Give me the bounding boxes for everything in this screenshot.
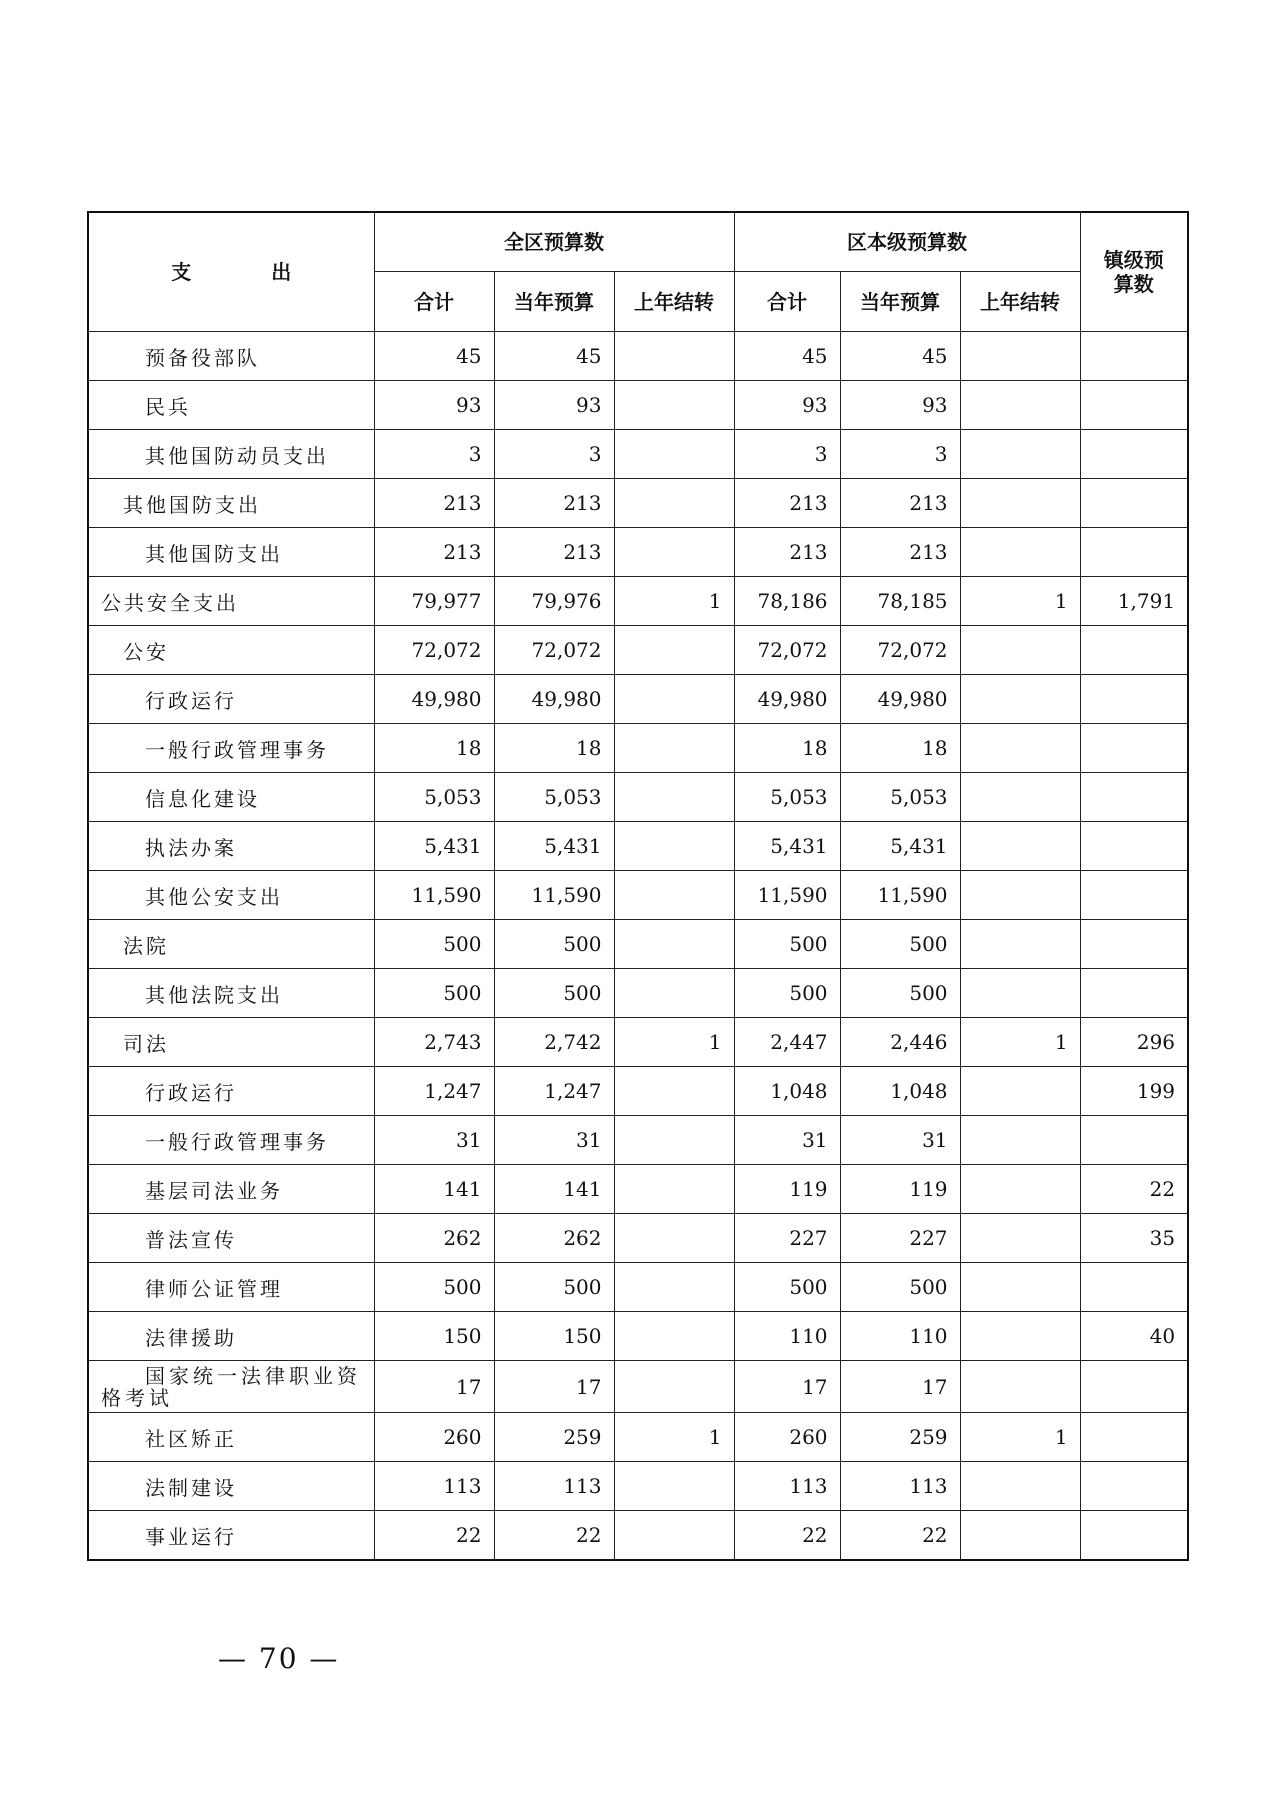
cell-value: 93 xyxy=(494,381,614,430)
row-label: 公共安全支出 xyxy=(88,577,374,626)
cell-value: 18 xyxy=(374,724,494,773)
cell-value: 5,431 xyxy=(840,822,960,871)
cell-value xyxy=(960,1116,1080,1165)
table-row xyxy=(88,1462,1188,1511)
cell-value: 1,048 xyxy=(734,1067,840,1116)
cell-value xyxy=(960,675,1080,724)
table-row xyxy=(88,1067,1188,1116)
cell-value xyxy=(614,479,734,528)
cell-value xyxy=(614,381,734,430)
table-row xyxy=(88,969,1188,1018)
cell-value xyxy=(614,724,734,773)
cell-value: 141 xyxy=(374,1165,494,1214)
cell-value xyxy=(614,332,734,381)
cell-value: 11,590 xyxy=(494,871,614,920)
cell-value: 17 xyxy=(734,1361,840,1413)
table-row xyxy=(88,1413,1188,1462)
cell-value: 22 xyxy=(734,1511,840,1561)
cell-value xyxy=(960,773,1080,822)
table-row xyxy=(88,1361,1188,1413)
cell-value: 199 xyxy=(1080,1067,1188,1116)
cell-value: 259 xyxy=(840,1413,960,1462)
cell-value: 1 xyxy=(960,577,1080,626)
cell-value: 78,186 xyxy=(734,577,840,626)
cell-value: 79,977 xyxy=(374,577,494,626)
row-label: 信息化建设 xyxy=(88,773,374,822)
table-row xyxy=(88,528,1188,577)
cell-value: 5,431 xyxy=(734,822,840,871)
cell-value xyxy=(960,969,1080,1018)
row-label: 国家统一法律职业资格考试 xyxy=(88,1361,374,1413)
budget-table xyxy=(87,211,1189,1561)
row-label: 一般行政管理事务 xyxy=(88,1116,374,1165)
cell-value: 1 xyxy=(960,1413,1080,1462)
cell-value xyxy=(960,724,1080,773)
cell-value: 2,743 xyxy=(374,1018,494,1067)
row-label: 预备役部队 xyxy=(88,332,374,381)
cell-value: 49,980 xyxy=(494,675,614,724)
cell-value: 45 xyxy=(374,332,494,381)
cell-value: 2,742 xyxy=(494,1018,614,1067)
table-row xyxy=(88,1214,1188,1263)
cell-value: 3 xyxy=(494,430,614,479)
cell-value: 262 xyxy=(374,1214,494,1263)
cell-value xyxy=(614,1462,734,1511)
table-row xyxy=(88,1116,1188,1165)
header-district-budget: 全区预算数 xyxy=(374,212,734,272)
cell-value: 45 xyxy=(840,332,960,381)
cell-value xyxy=(614,626,734,675)
header-total: 合计 xyxy=(374,272,494,332)
cell-value xyxy=(1080,773,1188,822)
cell-value xyxy=(960,1361,1080,1413)
cell-value xyxy=(960,1312,1080,1361)
cell-value: 119 xyxy=(840,1165,960,1214)
cell-value: 213 xyxy=(840,479,960,528)
cell-value: 17 xyxy=(494,1361,614,1413)
cell-value xyxy=(614,871,734,920)
cell-value: 5,053 xyxy=(734,773,840,822)
cell-value: 2,447 xyxy=(734,1018,840,1067)
cell-value xyxy=(614,1511,734,1561)
table-row xyxy=(88,479,1188,528)
cell-value: 262 xyxy=(494,1214,614,1263)
cell-value xyxy=(614,675,734,724)
cell-value: 18 xyxy=(734,724,840,773)
cell-value xyxy=(1080,626,1188,675)
cell-value: 78,185 xyxy=(840,577,960,626)
cell-value: 500 xyxy=(840,920,960,969)
cell-value: 500 xyxy=(494,1263,614,1312)
cell-value: 22 xyxy=(494,1511,614,1561)
cell-value xyxy=(614,430,734,479)
cell-value xyxy=(1080,1263,1188,1312)
cell-value: 213 xyxy=(734,479,840,528)
page-number: — 70 — xyxy=(218,1642,340,1675)
cell-value: 213 xyxy=(494,479,614,528)
row-label: 其他国防支出 xyxy=(88,479,374,528)
cell-value xyxy=(614,1116,734,1165)
cell-value: 72,072 xyxy=(734,626,840,675)
cell-value xyxy=(1080,430,1188,479)
cell-value: 17 xyxy=(840,1361,960,1413)
cell-value: 113 xyxy=(840,1462,960,1511)
cell-value: 113 xyxy=(734,1462,840,1511)
cell-value: 45 xyxy=(494,332,614,381)
cell-value xyxy=(1080,724,1188,773)
header-district-level-budget: 区本级预算数 xyxy=(734,212,1080,272)
cell-value: 1 xyxy=(614,1413,734,1462)
cell-value xyxy=(1080,479,1188,528)
cell-value xyxy=(614,1214,734,1263)
cell-value: 49,980 xyxy=(374,675,494,724)
cell-value xyxy=(960,479,1080,528)
cell-value: 31 xyxy=(734,1116,840,1165)
cell-value: 3 xyxy=(734,430,840,479)
cell-value: 40 xyxy=(1080,1312,1188,1361)
cell-value: 150 xyxy=(494,1312,614,1361)
cell-value: 500 xyxy=(734,920,840,969)
table-row xyxy=(88,1165,1188,1214)
cell-value: 17 xyxy=(374,1361,494,1413)
header-item: 支 出 xyxy=(88,212,374,332)
cell-value: 119 xyxy=(734,1165,840,1214)
cell-value: 72,072 xyxy=(374,626,494,675)
row-label: 执法办案 xyxy=(88,822,374,871)
table-row xyxy=(88,675,1188,724)
table-row xyxy=(88,822,1188,871)
cell-value xyxy=(1080,920,1188,969)
cell-value xyxy=(1080,1413,1188,1462)
cell-value xyxy=(960,871,1080,920)
cell-value: 22 xyxy=(1080,1165,1188,1214)
cell-value xyxy=(614,1067,734,1116)
cell-value: 213 xyxy=(374,528,494,577)
cell-value: 500 xyxy=(734,969,840,1018)
cell-value xyxy=(1080,1462,1188,1511)
cell-value: 5,053 xyxy=(374,773,494,822)
table-row xyxy=(88,430,1188,479)
row-label: 其他国防动员支出 xyxy=(88,430,374,479)
row-label: 社区矫正 xyxy=(88,1413,374,1462)
header-carryover: 上年结转 xyxy=(614,272,734,332)
row-label: 民兵 xyxy=(88,381,374,430)
cell-value: 11,590 xyxy=(840,871,960,920)
cell-value: 3 xyxy=(374,430,494,479)
cell-value: 500 xyxy=(734,1263,840,1312)
cell-value xyxy=(960,920,1080,969)
table-row xyxy=(88,1263,1188,1312)
row-label: 基层司法业务 xyxy=(88,1165,374,1214)
cell-value: 500 xyxy=(374,920,494,969)
cell-value: 93 xyxy=(734,381,840,430)
cell-value: 5,431 xyxy=(494,822,614,871)
cell-value xyxy=(614,1312,734,1361)
cell-value: 213 xyxy=(734,528,840,577)
cell-value: 1,247 xyxy=(494,1067,614,1116)
cell-value: 11,590 xyxy=(734,871,840,920)
table-row xyxy=(88,1511,1188,1561)
cell-value xyxy=(960,1214,1080,1263)
row-label: 一般行政管理事务 xyxy=(88,724,374,773)
row-label: 其他公安支出 xyxy=(88,871,374,920)
cell-value: 35 xyxy=(1080,1214,1188,1263)
cell-value xyxy=(960,1067,1080,1116)
row-label: 行政运行 xyxy=(88,1067,374,1116)
cell-value: 259 xyxy=(494,1413,614,1462)
cell-value xyxy=(960,430,1080,479)
cell-value: 79,976 xyxy=(494,577,614,626)
cell-value: 93 xyxy=(840,381,960,430)
cell-value: 500 xyxy=(494,969,614,1018)
header-current-year: 当年预算 xyxy=(494,272,614,332)
table-row xyxy=(88,920,1188,969)
table-row xyxy=(88,332,1188,381)
cell-value: 31 xyxy=(494,1116,614,1165)
cell-value: 3 xyxy=(840,430,960,479)
table-row xyxy=(88,1018,1188,1067)
cell-value xyxy=(614,1361,734,1413)
row-label: 公安 xyxy=(88,626,374,675)
cell-value: 49,980 xyxy=(734,675,840,724)
cell-value xyxy=(960,332,1080,381)
cell-value: 227 xyxy=(734,1214,840,1263)
cell-value: 141 xyxy=(494,1165,614,1214)
cell-value xyxy=(614,528,734,577)
cell-value xyxy=(614,920,734,969)
cell-value xyxy=(1080,822,1188,871)
cell-value xyxy=(1080,871,1188,920)
row-label: 其他法院支出 xyxy=(88,969,374,1018)
cell-value: 1 xyxy=(614,1018,734,1067)
cell-value xyxy=(960,1511,1080,1561)
cell-value xyxy=(960,822,1080,871)
table-row xyxy=(88,626,1188,675)
cell-value: 500 xyxy=(840,969,960,1018)
cell-value: 5,053 xyxy=(494,773,614,822)
cell-value: 18 xyxy=(494,724,614,773)
cell-value: 93 xyxy=(374,381,494,430)
cell-value xyxy=(1080,1116,1188,1165)
header-total: 合计 xyxy=(734,272,840,332)
cell-value: 31 xyxy=(840,1116,960,1165)
table-row xyxy=(88,724,1188,773)
row-label: 法院 xyxy=(88,920,374,969)
header-current-year: 当年预算 xyxy=(840,272,960,332)
row-label: 法制建设 xyxy=(88,1462,374,1511)
row-label: 普法宣传 xyxy=(88,1214,374,1263)
cell-value: 22 xyxy=(840,1511,960,1561)
header-carryover: 上年结转 xyxy=(960,272,1080,332)
cell-value: 5,053 xyxy=(840,773,960,822)
table-body xyxy=(88,332,1188,1561)
cell-value: 260 xyxy=(374,1413,494,1462)
row-label: 司法 xyxy=(88,1018,374,1067)
cell-value xyxy=(614,773,734,822)
cell-value: 113 xyxy=(374,1462,494,1511)
table-row xyxy=(88,773,1188,822)
cell-value xyxy=(960,1462,1080,1511)
cell-value xyxy=(1080,381,1188,430)
cell-value xyxy=(614,1165,734,1214)
cell-value: 113 xyxy=(494,1462,614,1511)
cell-value: 22 xyxy=(374,1511,494,1561)
table-row xyxy=(88,381,1188,430)
cell-value xyxy=(1080,528,1188,577)
cell-value: 296 xyxy=(1080,1018,1188,1067)
cell-value: 213 xyxy=(374,479,494,528)
cell-value: 500 xyxy=(374,1263,494,1312)
cell-value xyxy=(1080,675,1188,724)
cell-value xyxy=(614,969,734,1018)
header-town-budget: 镇级预 算数 xyxy=(1080,212,1188,332)
cell-value: 31 xyxy=(374,1116,494,1165)
cell-value: 1,247 xyxy=(374,1067,494,1116)
cell-value xyxy=(614,822,734,871)
cell-value: 110 xyxy=(840,1312,960,1361)
cell-value: 49,980 xyxy=(840,675,960,724)
row-label: 法律援助 xyxy=(88,1312,374,1361)
cell-value: 1 xyxy=(614,577,734,626)
cell-value xyxy=(614,1263,734,1312)
cell-value: 72,072 xyxy=(494,626,614,675)
cell-value: 72,072 xyxy=(840,626,960,675)
cell-value xyxy=(1080,1511,1188,1561)
table-row xyxy=(88,577,1188,626)
cell-value: 227 xyxy=(840,1214,960,1263)
row-label: 其他国防支出 xyxy=(88,528,374,577)
cell-value: 213 xyxy=(494,528,614,577)
cell-value: 1,048 xyxy=(840,1067,960,1116)
cell-value: 500 xyxy=(840,1263,960,1312)
cell-value: 260 xyxy=(734,1413,840,1462)
cell-value: 1,791 xyxy=(1080,577,1188,626)
table-row xyxy=(88,1312,1188,1361)
cell-value xyxy=(1080,1361,1188,1413)
cell-value xyxy=(960,528,1080,577)
cell-value: 11,590 xyxy=(374,871,494,920)
row-label: 律师公证管理 xyxy=(88,1263,374,1312)
cell-value xyxy=(960,626,1080,675)
cell-value: 150 xyxy=(374,1312,494,1361)
table-row xyxy=(88,871,1188,920)
row-label: 行政运行 xyxy=(88,675,374,724)
cell-value: 5,431 xyxy=(374,822,494,871)
cell-value xyxy=(1080,969,1188,1018)
cell-value: 500 xyxy=(374,969,494,1018)
cell-value: 500 xyxy=(494,920,614,969)
cell-value: 45 xyxy=(734,332,840,381)
cell-value xyxy=(960,1263,1080,1312)
cell-value: 110 xyxy=(734,1312,840,1361)
cell-value xyxy=(1080,332,1188,381)
cell-value xyxy=(960,1165,1080,1214)
cell-value: 18 xyxy=(840,724,960,773)
cell-value xyxy=(960,381,1080,430)
cell-value: 213 xyxy=(840,528,960,577)
cell-value: 1 xyxy=(960,1018,1080,1067)
row-label: 事业运行 xyxy=(88,1511,374,1561)
cell-value: 2,446 xyxy=(840,1018,960,1067)
